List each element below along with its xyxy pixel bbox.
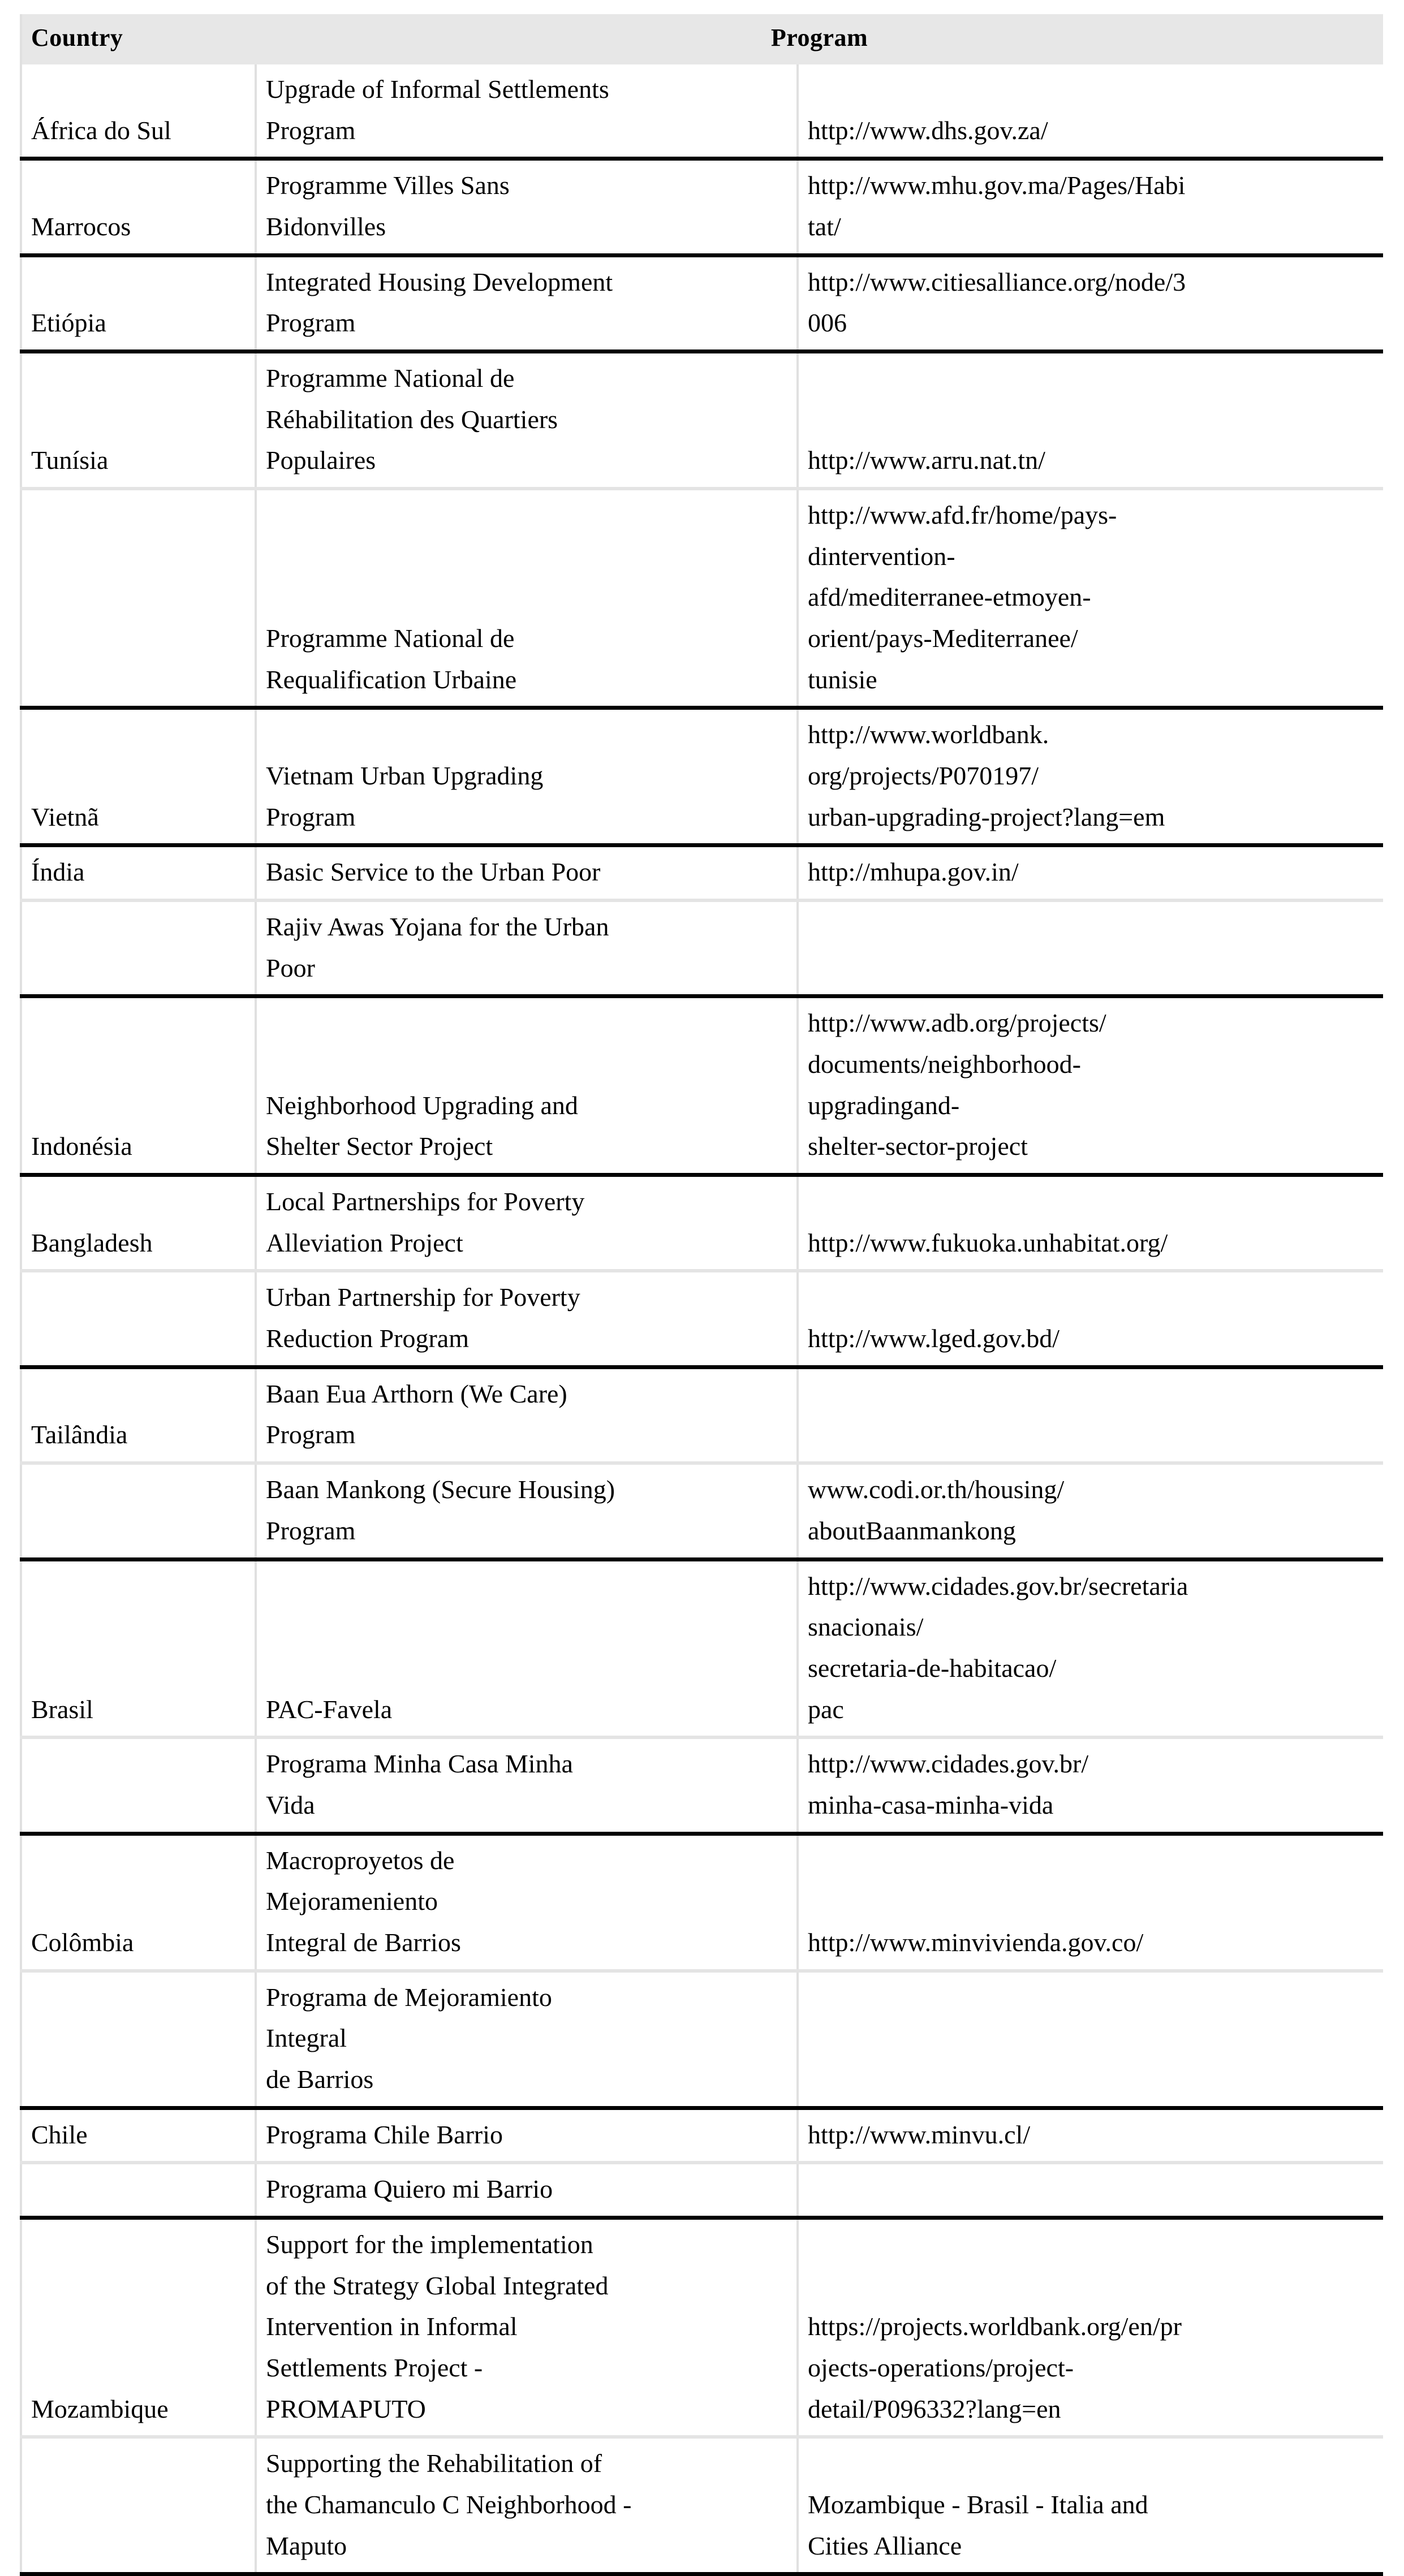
cell-program-url: https://projects.worldbank.org/en/pr ojects-operations/project- detail/P096332?lang=en [798,2217,1383,2437]
column-header-program: Program [256,14,1383,64]
cell-program-url: http://www.adb.org/projects/ documents/neighborhood- upgradingand- shelter-sector-project [798,996,1383,1175]
cell-program-name: Urban Partnership for Poverty Reduction Program [256,1271,798,1367]
cell-program-name: Rajiv Awas Yojana for the Urban Poor [256,900,798,996]
cell-program-url: www.codi.or.th/housing/ aboutBaanmankong [798,1463,1383,1559]
cell-program-name: Macroproyetos de Mejorameniento Integral de Barrios [256,1833,798,1971]
cell-program-url [798,1367,1383,1463]
cell-country [21,1271,256,1367]
cell-country: Chile [21,2108,256,2163]
table-row [21,1175,1383,1271]
table-row [21,255,1383,351]
cell-program-name: Programme National de Requalification Urbaine [256,489,798,708]
table-row [21,159,1383,255]
cell-program-url: Mozambique - Brasil - Italia and Cities Alliance [798,2437,1383,2574]
cell-program-url: http://www.worldbank. org/projects/P070197/ urban-upgrading-project?lang=em [798,708,1383,845]
cell-program-url: http://www.dhs.gov.za/ [798,64,1383,159]
cell-country: África do Sul [21,64,256,159]
cell-program-url: http://www.cidades.gov.br/ minha-casa-minha-vida [798,1737,1383,1833]
cell-program-name: Basic Service to the Urban Poor [256,845,798,900]
cell-program-url: http://www.cidades.gov.br/secretaria snacionais/ secretaria-de-habitacao/ pac [798,1559,1383,1737]
cell-program-url: http://www.citiesalliance.org/node/3 006 [798,255,1383,351]
table-row [21,1737,1383,1833]
cell-program-name: Local Partnerships for Poverty Alleviation Project [256,1175,798,1271]
table-row [21,489,1383,708]
table-row [21,64,1383,159]
cell-program-name: Baan Mankong (Secure Housing) Program [256,1463,798,1559]
program-table-container [20,14,1382,2576]
cell-country: Vietnã [21,708,256,845]
table-row [21,1833,1383,1971]
cell-program-url: http://www.mhu.gov.ma/Pages/Habi tat/ [798,159,1383,255]
cell-program-url: http://www.arru.nat.tn/ [798,352,1383,489]
cell-program-name: Integrated Housing Development Program [256,255,798,351]
table-header [21,14,1383,64]
cell-program-url [798,1971,1383,2108]
cell-country [21,2437,256,2574]
cell-country [21,2163,256,2217]
table-row [21,1271,1383,1367]
country-program-table [20,14,1383,2576]
table-row [21,352,1383,489]
cell-program-url [798,2163,1383,2217]
header-row [21,14,1383,64]
cell-program-name: Programme Villes Sans Bidonvilles [256,159,798,255]
cell-program-name: Programa de Mejoramiento Integral de Barrios [256,1971,798,2108]
cell-program-name: Vietnam Urban Upgrading Program [256,708,798,845]
cell-program-name: Programa Minha Casa Minha Vida [256,1737,798,1833]
column-header-country: Country [21,14,256,64]
cell-country: Brasil [21,1559,256,1737]
cell-program-name: Baan Eua Arthorn (We Care) Program [256,1367,798,1463]
table-row [21,1463,1383,1559]
cell-program-name: Programa Quiero mi Barrio [256,2163,798,2217]
cell-program-name: Supporting the Rehabilitation of the Chamanculo C Neighborhood - Maputo [256,2437,798,2574]
table-row [21,845,1383,900]
cell-program-name: Programme National de Réhabilitation des Quartiers Populaires [256,352,798,489]
cell-program-name: PAC-Favela [256,1559,798,1737]
cell-country: Marrocos [21,159,256,255]
table-row [21,708,1383,845]
cell-country: Bangladesh [21,1175,256,1271]
cell-country: Mozambique [21,2217,256,2437]
cell-country: Etiópia [21,255,256,351]
cell-program-url: http://mhupa.gov.in/ [798,845,1383,900]
cell-country: Índia [21,845,256,900]
cell-program-url: http://www.fukuoka.unhabitat.org/ [798,1175,1383,1271]
table-row [21,2108,1383,2163]
cell-country: Tunísia [21,352,256,489]
cell-program-name: Neighborhood Upgrading and Shelter Sector Project [256,996,798,1175]
cell-program-url: http://www.afd.fr/home/pays- dintervention- afd/mediterranee-etmoyen- orient/pays-Mediterranee/ tunisie [798,489,1383,708]
cell-country: Indonésia [21,996,256,1175]
cell-country [21,1971,256,2108]
cell-program-url: http://www.lged.gov.bd/ [798,1271,1383,1367]
cell-country [21,489,256,708]
table-row [21,2163,1383,2217]
table-row [21,2217,1383,2437]
cell-country [21,900,256,996]
cell-program-name: Support for the implementation of the Strategy Global Integrated Intervention in Informal Settlements Project - PROMAPUTO [256,2217,798,2437]
table-row [21,1971,1383,2108]
table-row [21,900,1383,996]
table-row [21,2437,1383,2574]
cell-program-url [798,900,1383,996]
cell-country [21,1463,256,1559]
cell-country: Colômbia [21,1833,256,1971]
table-row [21,1367,1383,1463]
cell-country [21,1737,256,1833]
table-body [21,64,1383,2574]
table-row [21,996,1383,1175]
cell-program-url: http://www.minvu.cl/ [798,2108,1383,2163]
cell-program-name: Upgrade of Informal Settlements Program [256,64,798,159]
table-row [21,1559,1383,1737]
cell-program-name: Programa Chile Barrio [256,2108,798,2163]
cell-country: Tailândia [21,1367,256,1463]
cell-program-url: http://www.minvivienda.gov.co/ [798,1833,1383,1971]
